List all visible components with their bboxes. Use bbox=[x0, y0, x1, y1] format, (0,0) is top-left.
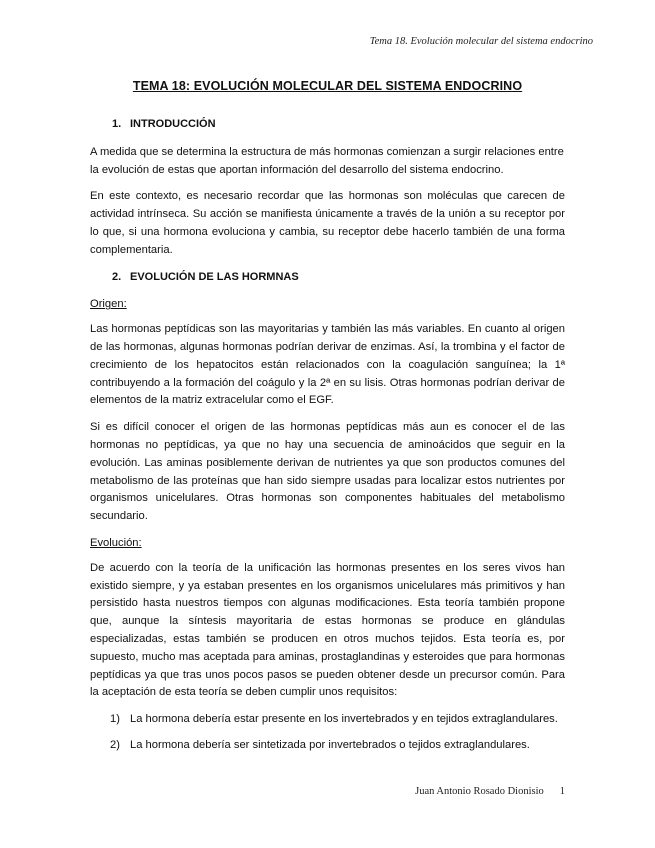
page-number: 1 bbox=[559, 786, 565, 797]
document-body bbox=[90, 116, 565, 763]
list-text: La hormona debería ser sintetizada por invertebrados o tejidos extraglandulares. bbox=[130, 738, 530, 751]
paragraph-intro-2: En este contexto, es necesario recordar que las hormonas son moléculas que carecen de actividad intrínseca. Su acción se manifiesta únicamente a través de la unión a su receptor por lo que, si una hormona evoluciona y cambia, su receptor debe hacerlo también de una forma complementaria. bbox=[90, 190, 565, 256]
running-header: Tema 18. Evolución molecular del sistema endocrino bbox=[369, 36, 593, 47]
list-item bbox=[110, 737, 565, 755]
page-footer bbox=[415, 786, 565, 797]
paragraph-intro-1: A medida que se determina la estructura de más hormonas comienzan a surgir relaciones entre la evolución de estas que aportan información del desarrollo del sistema endocrino. bbox=[90, 145, 564, 176]
paragraph-origen-1: Las hormonas peptídicas son las mayoritarias y también las más variables. En cuanto al origen de las hormonas, algunas hormonas podrían derivar de enzimas. Así, la trombina y el factor de crecimiento de los hepatocitos están relacionados con la coagulación sanguínea; la 1ª contribuyendo a la formación del coágulo y la 2ª en su lisis. Otras hormonas podrían derivar de elementos de la matriz extracelular como el EGF. bbox=[90, 323, 565, 407]
section-heading-evolucion bbox=[112, 269, 565, 287]
list-text: La hormona debería estar presente en los invertebrados y en tejidos extraglandulares. bbox=[130, 713, 558, 726]
section-title: INTRODUCCIÓN bbox=[130, 118, 216, 130]
paragraph-origen-2: Si es difícil conocer el origen de las hormonas peptídicas más aun es conocer el de las hormonas no peptídicas, ya que no hay una secuencia de aminoácidos que seguir en la evolución. Las aminas posiblemente derivan de nutrientes ya que son productos comunes del metabolismo de las proteínas que han sido siempre usadas para localizar estos nutrientes por organismos unicelulares. Otras hormonas son componentes habituales del metabolismo secundario. bbox=[90, 421, 565, 523]
list-number: 2) bbox=[110, 738, 120, 751]
section-heading-introduccion bbox=[112, 116, 565, 134]
page-title: TEMA 18: EVOLUCIÓN MOLECULAR DEL SISTEMA ENDOCRINO bbox=[132, 79, 523, 93]
subheading-origen: Origen: bbox=[90, 298, 127, 311]
subheading-evolucion: Evolución: bbox=[90, 536, 142, 549]
section-number: 1. bbox=[112, 118, 122, 130]
section-number: 2. bbox=[112, 270, 122, 283]
list-item bbox=[110, 711, 565, 729]
paragraph-evolucion-1: De acuerdo con la teoría de la unificación las hormonas presentes en los seres vivos han existido siempre, y ya estaban presentes en los organismos unicelulares más primitivos y han persistido hasta nuestros tiempos con algunas modificaciones. Esta teoría también propone que, aunque la síntesis mayoritaria de estas hormonas se produce en glándulas especializadas, estas también se producen en otros muchos tejidos. Esta teoría es, por supuesto, mucho mas aceptada para aminas, prostaglandinas y esteroides que para hormonas peptídicas ya que tras unos pocos pasos se pueden obtener desde un precursor común. Para la aceptación de esta teoría se deben cumplir unos requisitos: bbox=[90, 561, 565, 699]
section-title: EVOLUCIÓN DE LAS HORMNAS bbox=[130, 270, 299, 283]
footer-author: Juan Antonio Rosado Dionisio bbox=[415, 786, 544, 797]
list-number: 1) bbox=[110, 713, 120, 726]
